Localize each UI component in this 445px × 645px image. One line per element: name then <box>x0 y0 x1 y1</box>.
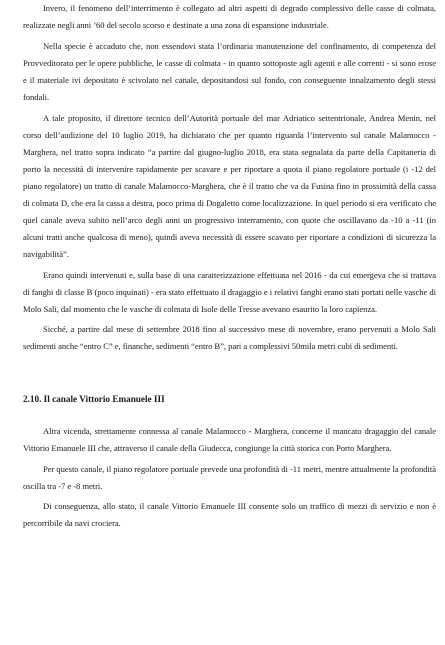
paragraph: Nella specie è accaduto che, non essendovi stata l’ordinaria manutenzione del confinamento, di competenza del Provveditorato per le opere pubbliche, le casse di colmata - in quanto sottoposte agli agenti e alle correnti - si sono erose e il materiale ivi depositato è scivolato nel canale, depositandosi sul fondo, con conseguente innalzamento degli stessi fondali. <box>23 40 436 102</box>
paragraph: Invero, il fenomeno dell’interrimento è collegato ad altri aspetti di degrado complessivo delle casse di colmata, realizzate negli anni ’60 del secolo scorso e destinate a una zona di espansione industriale. <box>23 3 436 31</box>
paragraph: Altra vicenda, strettamente connessa al canale Malamocco - Marghera, concerne il mancato dragaggio del canale Vittorio Emanuele III che, attraverso il canale della Giudecca, congiunge la città storica con Porto Marghera. <box>23 426 436 454</box>
section-heading: 2.10. Il canale Vittorio Emanuele III <box>23 394 165 405</box>
paragraph: Sicché, a partire dal mese di settembre 2018 fino al successivo mese di novembre, erano pervenuti a Molo Sali sedimenti anche “entro C” e, finanche, sedimenti “entro B”, pari a complessivi 50mila metri cubi di sedimenti. <box>23 324 436 352</box>
paragraph: Erano quindi intervenuti e, sulla base di una caratterizzazione effettuata nel 2016 - da cui emergeva che si trattava di fanghi di classe B (poco inquinati) - era stato effettuato il dragaggio e i relativi fanghi erano stati portati nelle vasche di Molo Sali, dal momento che le vasche di colmata di Isole delle Tresse avevano esaurito la loro capienza. <box>23 269 436 315</box>
paragraph: A tale proposito, il direttore tecnico dell’Autorità portuale del mar Adriatico settentrionale, Andrea Menin, nel corso dell’audizione del 10 luglio 2019, ha dichiarato che per quanto riguarda l’intervento sul canale Malamocco - Marghera, nel tratto sopra indicato “a partire dal giugno-luglio 2018, era stata segnalata da parte della Capitaneria di porto la necessità di intervenire rapidamente per scavare e per riportare a quota il piano regolatore portuale (i -12 del piano regolatore) un tratto di canale Malamocco-Marghera, che è il tratto che va da Fusina fino in prossimità della cassa di colmata D, che era la cassa a destra, poco prima di Dogaletto come localizzazione. In quel periodo si era verificato che quel canale aveva subito nell’arco degli anni un progressivo interramento, con quote che oscillavano da -10 a -11 (in alcuni tratti anche qualcosa di meno), quindi aveva necessità di essere scavato per riportare a condizioni di sicurezza la navigabilità”. <box>23 112 436 260</box>
paragraph: Per questo canale, il piano regolatore portuale prevede una profondità di -11 metri, mentre attualmente la profondità oscilla tra -7 e -8 metri. <box>23 463 436 491</box>
paragraph: Di conseguenza, allo stato, il canale Vittorio Emanuele III consente solo un traffico di mezzi di servizio e non è percorribile da navi crociera. <box>23 500 436 528</box>
